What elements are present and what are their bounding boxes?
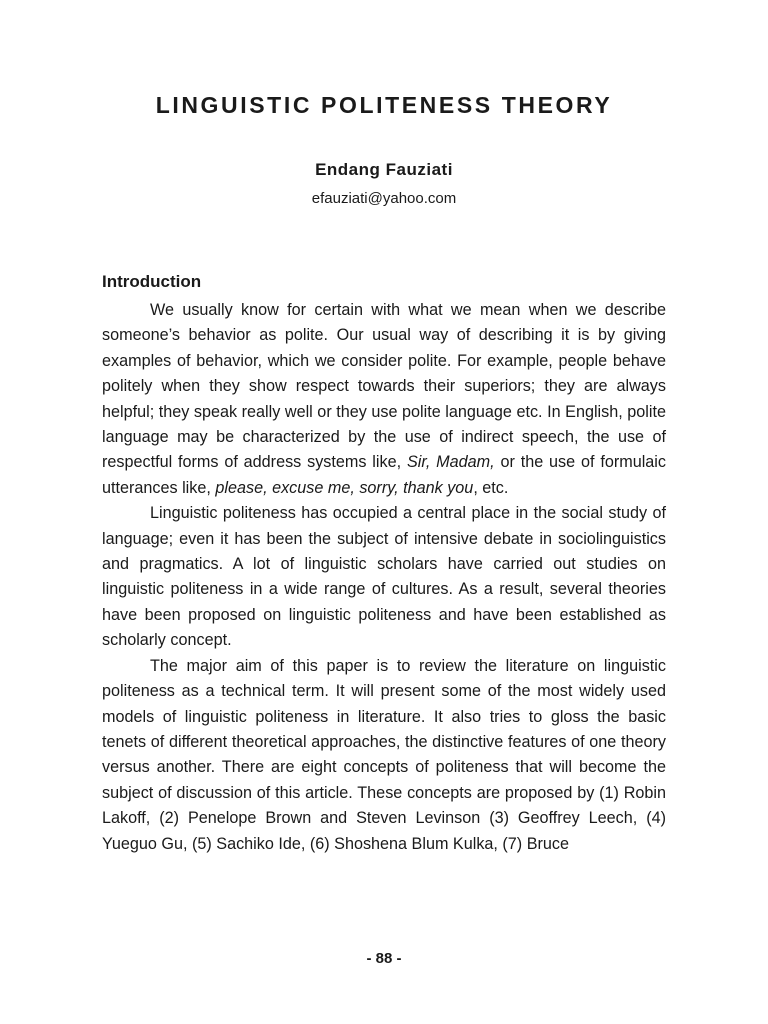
- formulaic-utterances-example: please, excuse me, sorry, thank you: [215, 478, 474, 497]
- paragraph-2: Linguistic politeness has occupied a central place in the social study of language; even it has been the subject of intensive debate in sociolinguistics and pragmatics. A lot of linguistic scholars have carried out studies on linguistic politeness in a wide range of cultures. As a result, several theories have been proposed on linguistic politeness and have been established as scholarly concept.: [102, 504, 666, 650]
- address-forms-example: Sir, Madam,: [406, 453, 495, 472]
- body-text: [102, 298, 666, 857]
- paragraph-1-part-c: , etc.: [473, 478, 509, 497]
- paragraph-1: [102, 298, 666, 501]
- paper-title: LINGUISTIC POLITENESS THEORY: [155, 92, 613, 118]
- paragraph-1-part-b: or the use of formulaic utterances like,: [102, 453, 667, 497]
- author-name: Endang Fauziati: [315, 160, 453, 179]
- page-number: - 88 -: [366, 950, 402, 967]
- author-email: efauziati@yahoo.com: [311, 190, 457, 207]
- section-heading-introduction: Introduction: [102, 272, 202, 291]
- paragraph-3: The major aim of this paper is to review the literature on linguistic politeness as a technical term. It will present some of the most widely used models of linguistic politeness in literature. It also tries to gloss the basic tenets of different theoretical approaches, the distinctive features of one theory versus another. There are eight concepts of politeness that will become the subject of discussion of this article. These concepts are proposed by (1) Robin Lakoff, (2) Penelope Brown and Steven Levinson (3) Geoffrey Leech, (4) Yueguo Gu, (5) Sachiko Ide, (6) Shoshena Blum Kulka, (7) Bruce: [102, 656, 666, 853]
- paragraph-1-part-a: We usually know for certain with what we mean when we describe someone’s behavior as polite. Our usual way of describing it is by giving examples of behavior, which we consider polite. For example, people behave politely when they show respect towards their superiors; they are always helpful; they speak really well or they use polite language etc. In English, polite language may be characterized by the use of indirect speech, the use of respectful forms of address systems like,: [102, 301, 666, 472]
